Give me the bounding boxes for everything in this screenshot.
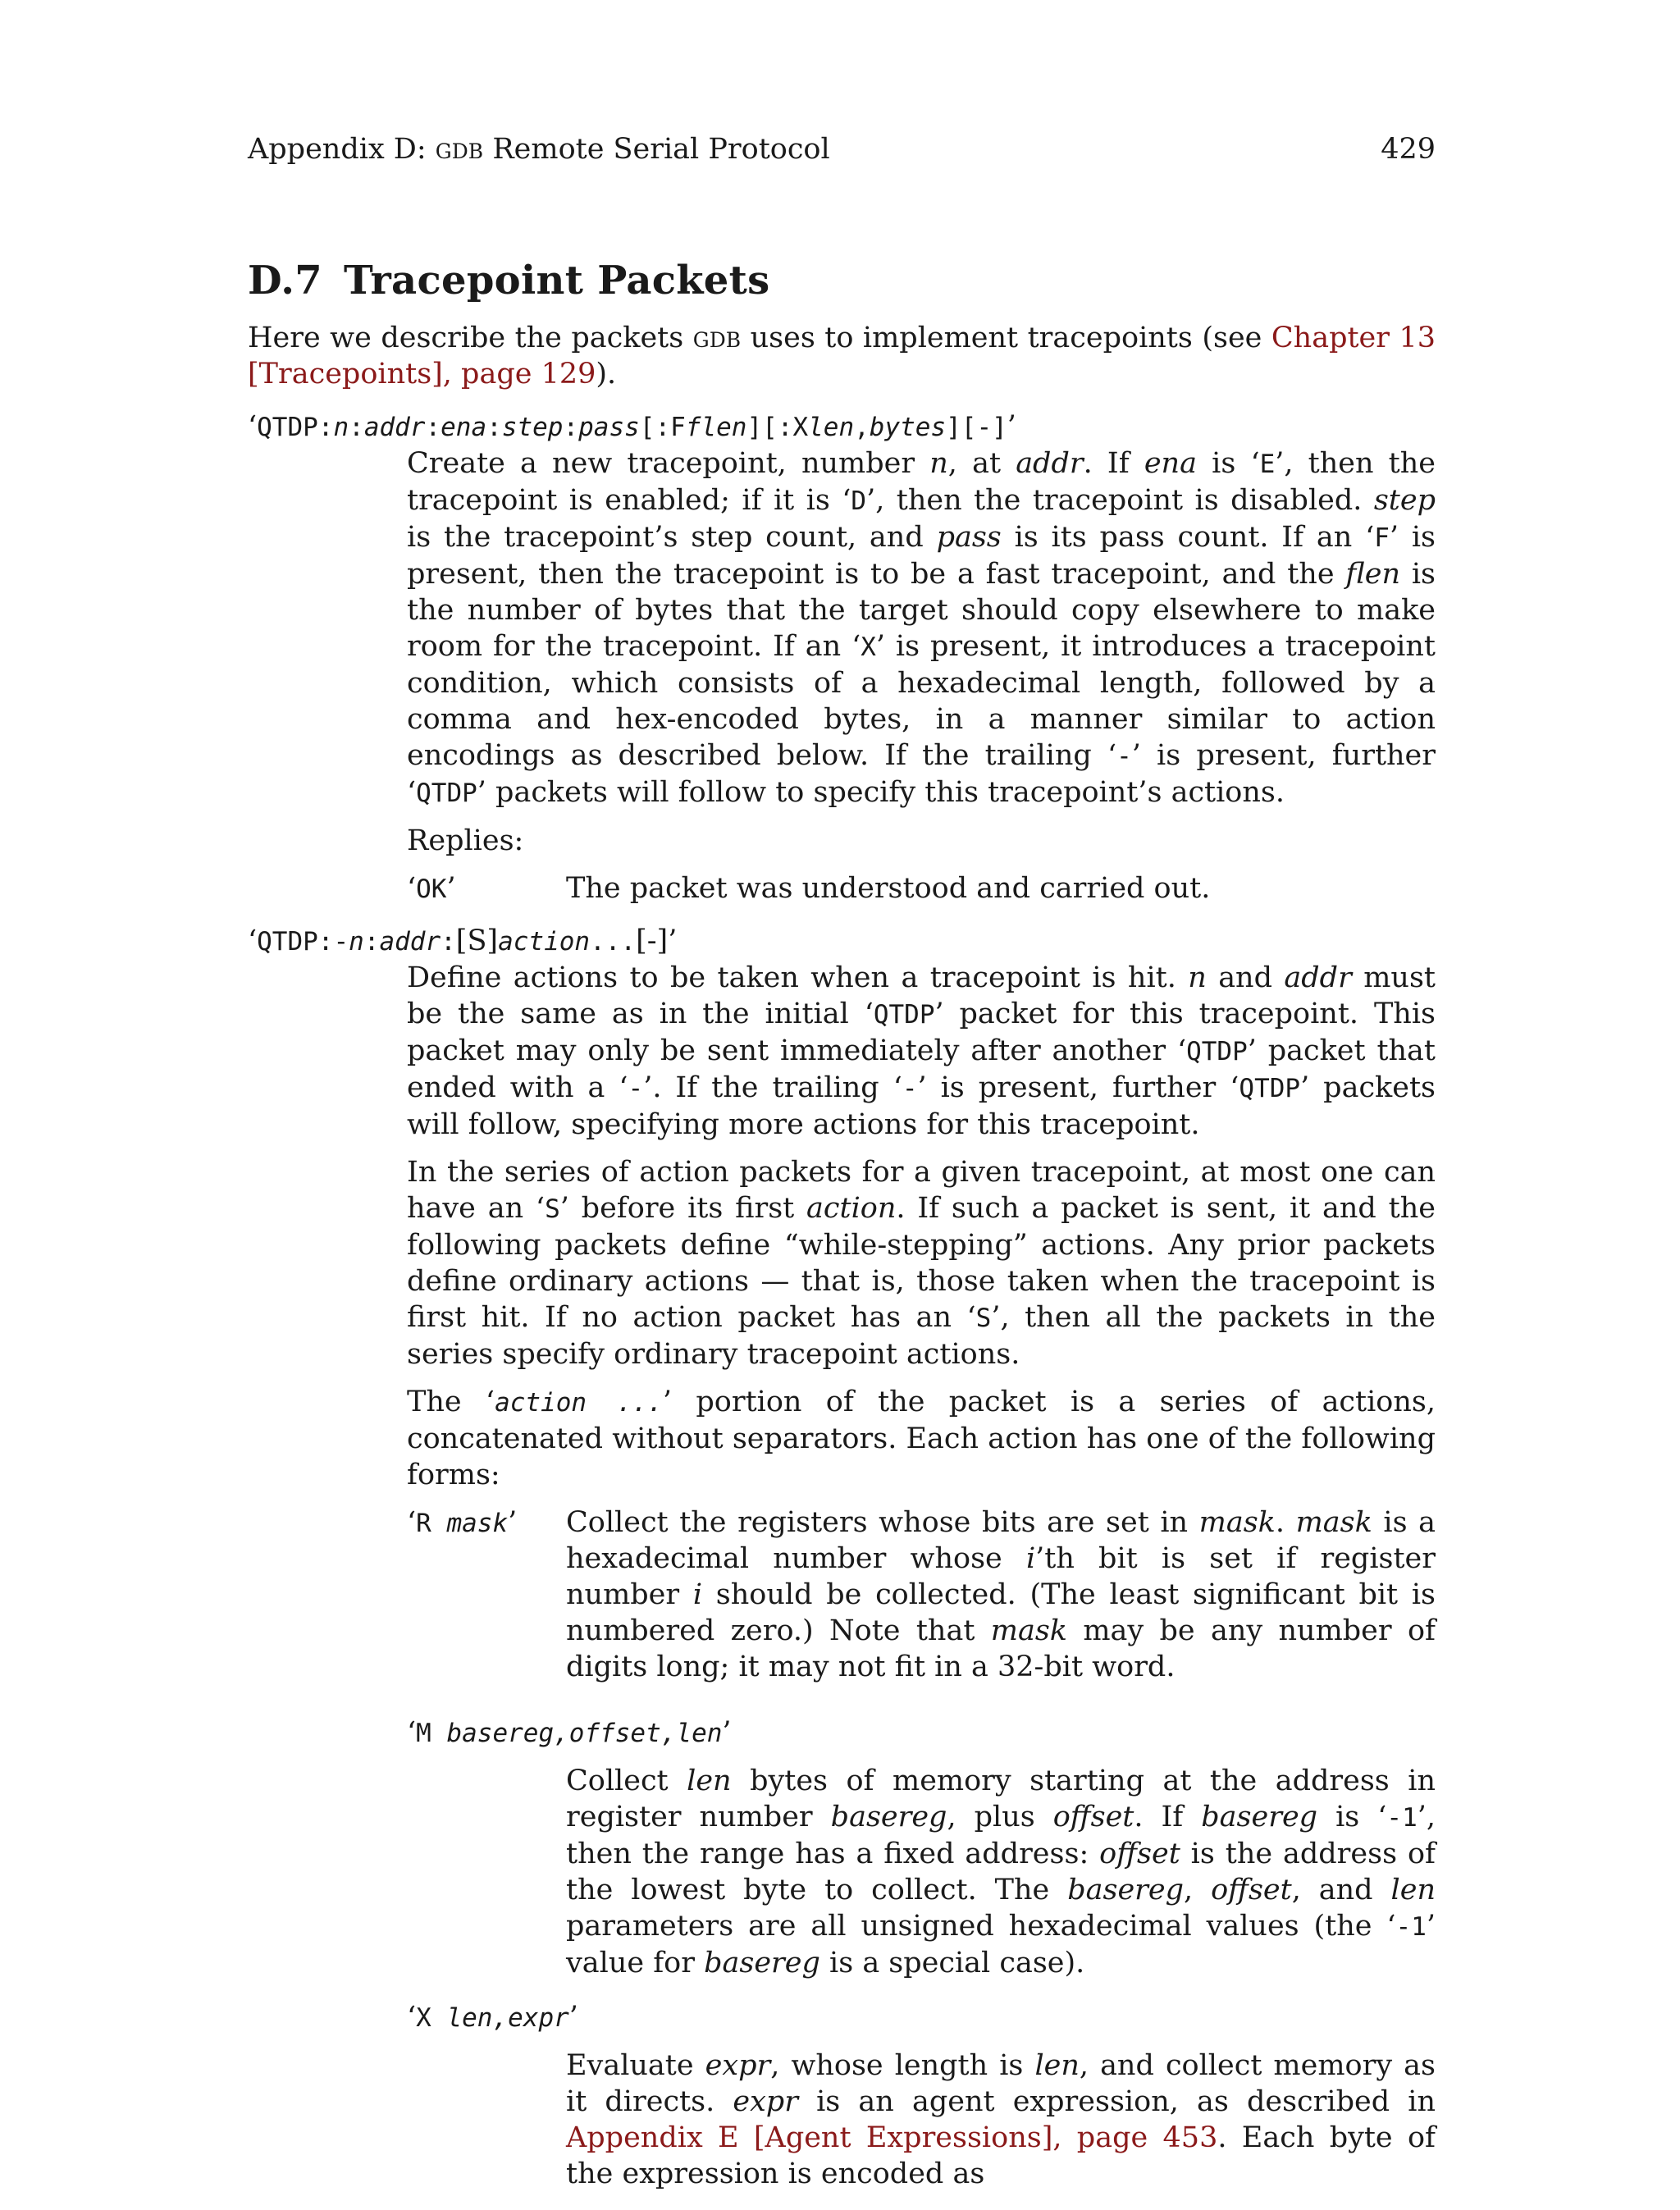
- action-m-description: Collect len bytes of memory starting at the address in register number basereg, plus offset. If basereg is ‘-1’, then the range has a fixed address: offset is the address of the lowest byte to collect. The basereg, offset, and len parameters are all unsigned hexadecimal values (the ‘-1’ value for basereg is a special case).: [566, 1765, 1436, 1979]
- body-text: [248, 320, 1436, 2210]
- qtdp-create-description: [407, 445, 1436, 911]
- qtdp-actions-description: [407, 960, 1436, 2192]
- section-heading: [248, 256, 769, 305]
- action-r-term: ‘R mask’: [407, 1506, 518, 1539]
- action-x-term: ‘X len,expr’: [407, 2001, 578, 2034]
- qtdp-create-paragraph: Create a new tracepoint, number n, at addr. If ena is ‘E’, then the tracepoint is enabled; if it is ‘D’, then the tracepoint is disabled. step is the tracepoint’s step count, and pass is its pass count. If an ‘F’ is present, then the tracepoint is to be a fast tracepoint, and the flen is the number of bytes that the target should copy elsewhere to make room for the tracepoint. If an ‘X’ is present, it introduces a tracepoint condition, which consists of a hexadecimal length, followed by a comma and hex-encoded bytes, in a manner similar to action encodings as described below. If the trailing ‘-’ is present, further ‘QTDP’ packets will follow to specify this tracepoint’s actions.: [407, 447, 1436, 809]
- intro-paragraph: Here we describe the packets gdb uses to implement tracepoints (see Chapter 13 [Tracepoints], page 129).: [248, 322, 1436, 390]
- qtdp-actions-paragraph-3: The ‘action ...’ portion of the packet is a series of actions, concatenated without separators. Each action has one of the following forms:: [407, 1386, 1436, 1491]
- appendix-e-link[interactable]: Appendix E [Agent Expressions], page 453: [566, 2121, 1218, 2154]
- replies-table: [407, 870, 1436, 911]
- chapter-13-link[interactable]: Chapter 13 [Tracepoints], page 129: [248, 322, 1436, 390]
- action-forms-table: [407, 1505, 1436, 1703]
- qtdp-create-term: ‘QTDP:n:addr:ena:step:pass[:Fflen][:Xlen,bytes][-]’: [248, 410, 1016, 443]
- page-number: 429: [1381, 133, 1436, 166]
- action-r-description: Collect the registers whose bits are set in mask. mask is a hexadecimal number whose i’th bit is set if register number i should be collected. (The least significant bit is numbered zero.) Note that mask may be any number of digits long; it may not fit in a 32-bit word.: [566, 1506, 1436, 1683]
- qtdp-actions-term: ‘QTDP:-n:addr:[S]action...[-]’: [248, 925, 678, 957]
- qtdp-actions-paragraph-1: Define actions to be taken when a tracepoint is hit. n and addr must be the same as in the initial ‘QTDP’ packet for this tracepoint. This packet may only be sent immediately after another ‘QTDP’ packet that ended with a ‘-’. If the trailing ‘-’ is present, further ‘QTDP’ packets will follow, specifying more actions for this tracepoint.: [407, 961, 1436, 1141]
- qtdp-actions-paragraph-2: In the series of action packets for a given tracepoint, at most one can have an ‘S’ before its first action. If such a packet is sent, it and the following packets define “while-stepping” actions. Any prior packets define ordinary actions — that is, those taken when the tracepoint is first hit. If no action packet has an ‘S’, then all the packets in the series specify ordinary tracepoint actions.: [407, 1156, 1436, 1371]
- header-title: Appendix D: gdb Remote Serial Protocol: [248, 133, 830, 166]
- running-header: [248, 131, 1436, 167]
- reply-ok-term: ‘OK’: [407, 872, 456, 905]
- action-x-description: Evaluate expr, whose length is len, and collect memory as it directs. expr is an agent expression, as described in Appendix E [Agent Expressions], page 453. Each byte of the expression is encoded as: [566, 2049, 1436, 2190]
- action-m-term: ‘M basereg,offset,len’: [407, 1716, 732, 1749]
- replies-label: Replies:: [407, 824, 524, 857]
- section-title: Tracepoint Packets: [343, 258, 770, 304]
- section-number: D.7: [248, 258, 322, 304]
- reply-ok-description: The packet was understood and carried out.: [566, 872, 1211, 905]
